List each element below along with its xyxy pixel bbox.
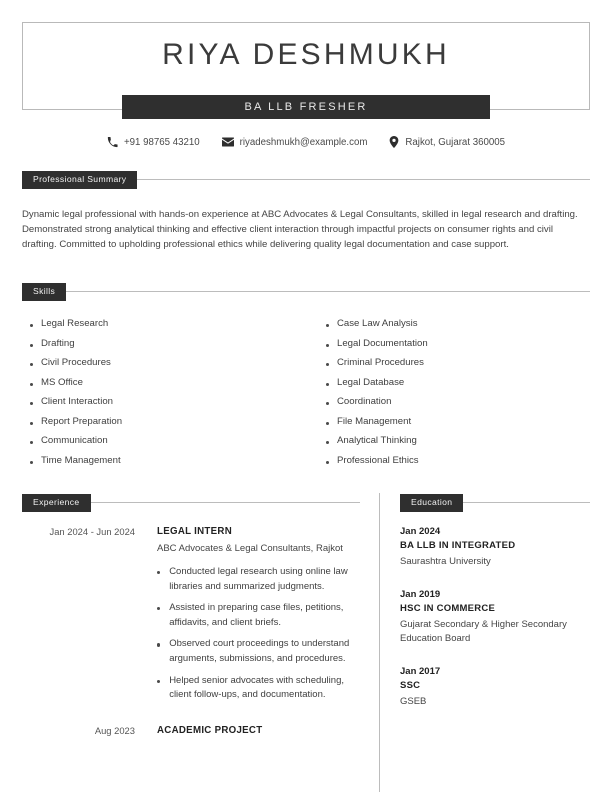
skill-label: Analytical Thinking xyxy=(337,435,417,446)
skill-item xyxy=(22,435,318,455)
bullet-icon xyxy=(157,607,160,610)
section-tag-experience: Experience xyxy=(22,494,91,512)
bullet-icon xyxy=(30,383,33,386)
bullet-icon xyxy=(326,324,329,327)
experience-organization: ABC Advocates & Legal Consultants, Rajkot xyxy=(157,543,343,554)
experience-point-text: Conducted legal research using online law libraries and summarized judgments. xyxy=(169,566,348,592)
skill-item xyxy=(318,455,590,475)
skill-label: Legal Documentation xyxy=(337,337,428,349)
skill-item xyxy=(318,416,590,436)
skill-label: Client Interaction xyxy=(41,396,113,407)
bullet-icon xyxy=(30,422,33,425)
education-school: Saurashtra University xyxy=(400,556,491,567)
skill-label: Case Law Analysis xyxy=(337,318,418,329)
phone-value: +91 98765 43210 xyxy=(123,136,200,148)
experience-body xyxy=(135,525,360,710)
section-header-experience xyxy=(22,494,360,512)
bullet-icon xyxy=(326,461,329,464)
experience-point-text: Observed court proceedings to understand arguments, submissions, and procedures. xyxy=(169,638,350,664)
contact-location xyxy=(389,136,505,148)
summary-text: Dynamic legal professional with hands-on experience at ABC Advocates & Legal Consultants, skilled in legal research and drafting. Demonstrated strong analytical thinking and effective client interaction through impactful projects on consumer rights and civil drafting. Committed to upholding professional ethics while delivering quality legal documentation and case support. xyxy=(22,209,578,251)
education-date: Jan 2017 xyxy=(400,665,441,677)
education-date: Jan 2019 xyxy=(400,588,441,600)
education-entry xyxy=(400,525,592,570)
bullet-icon xyxy=(326,422,329,425)
skills-grid xyxy=(22,318,590,474)
email-icon xyxy=(222,136,234,148)
section-header-skills xyxy=(22,283,590,301)
section-rule xyxy=(137,179,590,180)
skill-item xyxy=(22,416,318,436)
education-school: Gujarat Secondary & Higher Secondary Education Board xyxy=(400,618,567,644)
email-value: riyadeshmukh@example.com xyxy=(239,136,368,148)
education-degree: BA LLB IN INTEGRATED xyxy=(400,540,516,551)
section-rule xyxy=(463,502,590,503)
skill-label: MS Office xyxy=(41,376,83,388)
experience-point xyxy=(157,637,360,666)
bullet-icon xyxy=(326,402,329,405)
education-list xyxy=(400,525,592,727)
experience-entry xyxy=(22,525,360,710)
section-rule xyxy=(91,502,361,503)
skill-item xyxy=(318,396,590,416)
skill-item xyxy=(22,318,318,338)
skill-label: Time Management xyxy=(41,454,121,466)
skill-label: Civil Procedures xyxy=(41,357,111,368)
bullet-icon xyxy=(326,383,329,386)
skill-item xyxy=(22,357,318,377)
phone-icon xyxy=(107,137,118,148)
education-entry xyxy=(400,588,592,647)
experience-role: ACADEMIC PROJECT xyxy=(157,724,263,736)
bullet-icon xyxy=(30,363,33,366)
experience-point xyxy=(157,601,360,630)
skill-item xyxy=(22,377,318,397)
section-rule xyxy=(66,291,590,292)
bullet-icon xyxy=(30,461,33,464)
bullet-icon xyxy=(30,344,33,347)
experience-list xyxy=(22,525,360,752)
skill-label: Legal Database xyxy=(337,376,405,388)
skill-label: File Management xyxy=(337,415,412,427)
experience-point-text: Helped senior advocates with scheduling, client follow-ups, and documentation. xyxy=(169,674,344,701)
bullet-icon xyxy=(30,402,33,405)
skill-label: Criminal Procedures xyxy=(337,357,424,368)
skill-item xyxy=(318,318,590,338)
experience-point xyxy=(157,674,360,703)
section-tag-summary: Professional Summary xyxy=(22,171,137,189)
bullet-icon xyxy=(326,441,329,444)
skill-label: Communication xyxy=(41,435,108,446)
experience-point xyxy=(157,565,360,594)
skill-item xyxy=(22,396,318,416)
skill-label: Coordination xyxy=(337,396,392,407)
contact-email xyxy=(222,136,368,148)
column-divider xyxy=(379,493,380,792)
bullet-icon xyxy=(157,680,160,683)
skill-label: Drafting xyxy=(41,337,75,349)
bullet-icon xyxy=(326,344,329,347)
section-header-summary xyxy=(22,171,590,189)
role-badge: BA LLB FRESHER xyxy=(122,95,490,119)
skill-label: Legal Research xyxy=(41,318,109,329)
skill-item xyxy=(318,377,590,397)
bullet-icon xyxy=(30,324,33,327)
skill-item xyxy=(318,357,590,377)
page-title: RIYA DESHMUKH xyxy=(162,38,450,71)
education-school: GSEB xyxy=(400,695,427,707)
education-degree: SSC xyxy=(400,679,421,691)
education-degree: HSC IN COMMERCE xyxy=(400,602,496,614)
experience-date: Jan 2024 - Jun 2024 xyxy=(49,526,135,537)
education-date: Jan 2024 xyxy=(400,526,441,537)
skill-label: Report Preparation xyxy=(41,415,123,427)
skill-item xyxy=(318,435,590,455)
bullet-icon xyxy=(157,571,160,574)
bullet-icon xyxy=(157,643,160,646)
skill-item xyxy=(22,455,318,475)
section-tag-skills: Skills xyxy=(22,283,66,301)
bullet-icon xyxy=(30,441,33,444)
experience-date: Aug 2023 xyxy=(94,724,135,736)
experience-role: LEGAL INTERN xyxy=(157,526,233,537)
experience-body xyxy=(135,724,360,738)
experience-point-text: Assisted in preparing case files, petitions, affidavits, and client briefs. xyxy=(169,602,344,628)
contact-phone xyxy=(107,137,200,148)
experience-points xyxy=(157,565,360,703)
location-value: Rajkot, Gujarat 360005 xyxy=(405,136,506,148)
section-header-education xyxy=(400,494,590,512)
experience-entry xyxy=(22,724,360,738)
skill-label: Professional Ethics xyxy=(337,454,419,466)
location-icon xyxy=(389,136,399,148)
contact-row xyxy=(0,136,612,148)
section-tag-education: Education xyxy=(400,494,463,512)
skill-item xyxy=(22,338,318,358)
education-entry xyxy=(400,665,592,710)
bullet-icon xyxy=(326,363,329,366)
skill-item xyxy=(318,338,590,358)
